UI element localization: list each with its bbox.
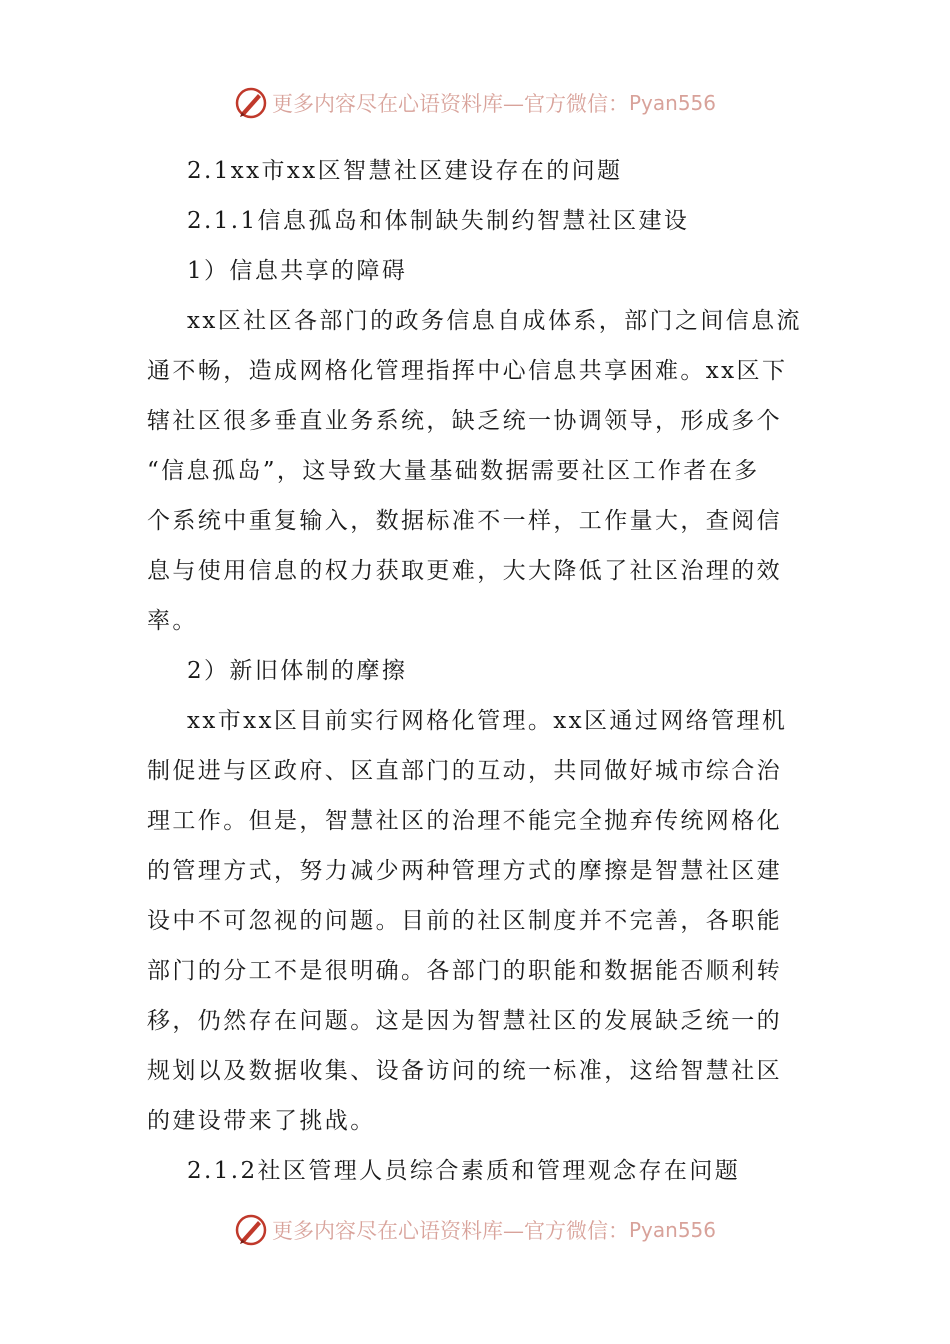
- text-line: 的建设带来了挑战。: [147, 1108, 376, 1134]
- header-watermark-banner: [0, 83, 950, 123]
- text-line: 部门的分工不是很明确。各部门的职能和数据能否顺利转: [147, 958, 782, 984]
- text-line: 通不畅，造成网格化管理指挥中心信息共享困难。xx区下: [147, 358, 788, 384]
- text-line: 率。: [147, 608, 198, 634]
- pen-logo-icon: [234, 86, 268, 120]
- text-line: 1）信息共享的障碍: [187, 258, 408, 284]
- text-line: 设中不可忽视的问题。目前的社区制度并不完善，各职能: [147, 908, 782, 934]
- document-body: [147, 146, 812, 1196]
- pen-logo-icon: [234, 1213, 268, 1247]
- banner-wechat-id: Pyan556: [628, 91, 716, 115]
- text-line: 制促进与区政府、区直部门的互动，共同做好城市综合治: [147, 758, 782, 784]
- text-line: 理工作。但是，智慧社区的治理不能完全抛弃传统网格化: [147, 808, 782, 834]
- text-line: xx市xx区目前实行网格化管理。xx区通过网络管理机: [187, 708, 788, 734]
- text-line: xx区社区各部门的政务信息自成体系，部门之间信息流: [187, 308, 802, 334]
- text-line: 2.1xx市xx区智慧社区建设存在的问题: [187, 158, 623, 184]
- footer-watermark-banner: [0, 1210, 950, 1250]
- text-line: 息与使用信息的权力获取更难，大大降低了社区治理的效: [147, 558, 782, 584]
- text-line: 规划以及数据收集、设备访问的统一标准，这给智慧社区: [147, 1058, 782, 1084]
- banner-text: 更多内容尽在心语资料库—官方微信：: [271, 1219, 629, 1243]
- text-line: 移，仍然存在问题。这是因为智慧社区的发展缺乏统一的: [147, 1008, 782, 1034]
- text-line: “信息孤岛”，这导致大量基础数据需要社区工作者在多: [147, 458, 760, 484]
- text-line: 2）新旧体制的摩擦: [187, 658, 408, 684]
- text-line: 个系统中重复输入，数据标准不一样，工作量大，查阅信: [147, 508, 782, 534]
- text-line: 辖社区很多垂直业务系统，缺乏统一协调领导，形成多个: [147, 408, 782, 434]
- banner-wechat-id: Pyan556: [628, 1218, 716, 1242]
- text-line: 的管理方式，努力减少两种管理方式的摩擦是智慧社区建: [147, 858, 782, 884]
- banner-text: 更多内容尽在心语资料库—官方微信：: [271, 92, 629, 116]
- text-line: 2.1.2社区管理人员综合素质和管理观念存在问题: [187, 1158, 741, 1184]
- text-line: 2.1.1信息孤岛和体制缺失制约智慧社区建设: [187, 208, 690, 234]
